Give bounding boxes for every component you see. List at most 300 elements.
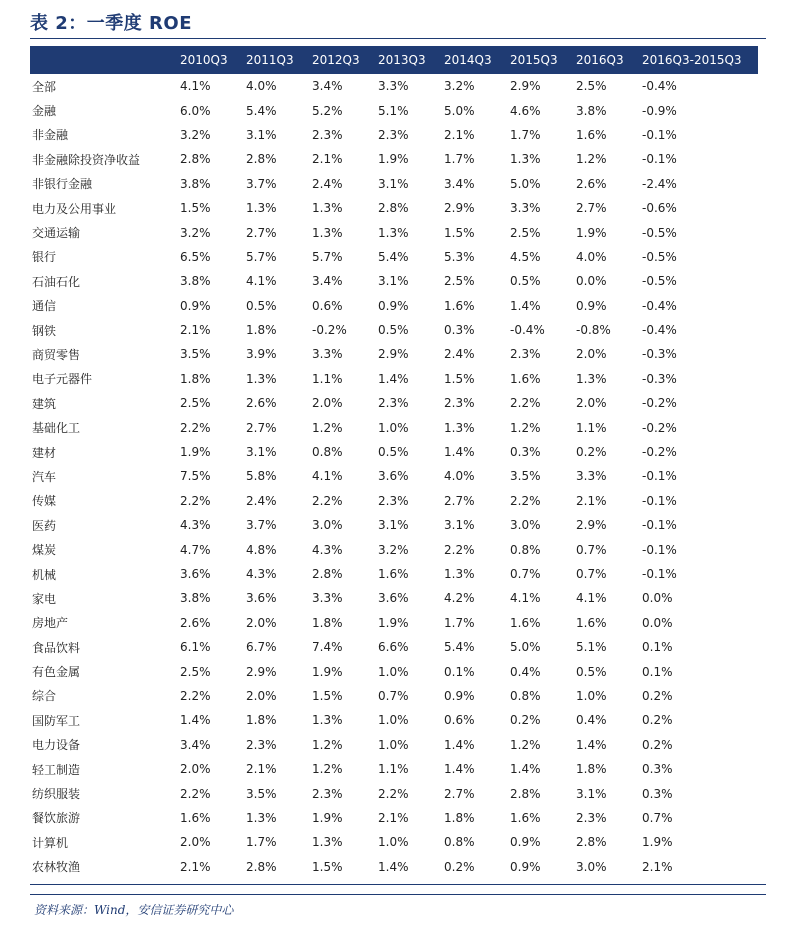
roe-value-cell: 2.4% (246, 493, 277, 508)
table-row (30, 464, 758, 488)
roe-value-cell: 1.2% (312, 737, 343, 752)
table-row (30, 98, 758, 122)
roe-value-cell: 2.5% (576, 79, 607, 94)
roe-value-cell: 2.1% (246, 762, 277, 777)
roe-value-cell: 1.4% (444, 445, 475, 460)
table-row (30, 440, 758, 464)
roe-value-cell: 0.4% (576, 713, 607, 728)
roe-value-cell: 0.0% (642, 615, 673, 630)
roe-value-cell: 2.5% (510, 225, 541, 240)
roe-value-cell: 2.7% (246, 420, 277, 435)
roe-value-cell: 6.0% (180, 103, 211, 118)
roe-value-cell: 5.4% (378, 249, 409, 264)
industry-cell: 交通运输 (32, 226, 81, 241)
roe-value-cell: 1.8% (246, 323, 277, 338)
roe-value-cell: 5.8% (246, 469, 277, 484)
roe-value-cell: 1.3% (444, 567, 475, 581)
roe-value-cell: 2.8% (180, 152, 211, 167)
roe-value-cell: 0.7% (510, 567, 541, 581)
roe-value-cell: 3.3% (312, 347, 343, 362)
roe-value-cell: 4.0% (246, 79, 277, 94)
roe-value-cell: 2.3% (576, 810, 607, 825)
roe-value-cell: 1.6% (180, 810, 211, 825)
roe-value-cell: 1.2% (510, 737, 541, 752)
roe-value-cell: -0.2% (642, 420, 677, 435)
industry-cell: 房地产 (32, 616, 69, 631)
industry-cell: 建筑 (32, 396, 57, 411)
roe-value-cell: 1.0% (378, 420, 409, 435)
roe-value-cell: 1.6% (510, 615, 541, 630)
roe-value-cell: 5.1% (576, 640, 607, 655)
roe-value-cell: 2.9% (576, 518, 607, 533)
table-row (30, 123, 758, 147)
roe-value-cell: 3.2% (378, 542, 409, 557)
industry-cell: 非银行金融 (32, 177, 93, 192)
industry-cell: 纺织服装 (32, 787, 81, 802)
roe-value-cell: -0.2% (642, 396, 677, 411)
roe-value-cell: 1.3% (510, 152, 541, 167)
roe-value-cell: 0.6% (444, 713, 475, 728)
roe-value-cell: 3.3% (378, 79, 409, 94)
roe-value-cell: 1.3% (576, 371, 607, 386)
roe-value-cell: 1.2% (312, 762, 343, 777)
industry-cell: 通信 (32, 299, 57, 314)
roe-value-cell: 2.0% (180, 762, 211, 777)
roe-value-cell: 3.6% (378, 469, 409, 484)
roe-value-cell: 0.7% (576, 542, 607, 557)
roe-value-cell: 0.1% (444, 664, 475, 679)
source-divider (30, 894, 766, 895)
roe-value-cell: 3.8% (180, 591, 211, 606)
roe-value-cell: 4.5% (510, 249, 541, 264)
roe-value-cell: 3.1% (246, 127, 277, 142)
roe-value-cell: -0.3% (642, 371, 677, 386)
industry-cell: 商贸零售 (32, 347, 81, 362)
roe-value-cell: 2.3% (312, 127, 343, 142)
roe-value-cell: 2.0% (246, 615, 277, 630)
roe-value-cell: 0.9% (444, 688, 475, 703)
industry-cell: 金融 (32, 104, 57, 119)
table-row (30, 391, 758, 415)
roe-value-cell: 2.2% (312, 493, 343, 508)
roe-value-cell: 7.5% (180, 469, 211, 484)
table-bottom-divider (30, 884, 766, 885)
industry-cell: 电子元器件 (32, 372, 93, 387)
roe-value-cell: 1.5% (444, 225, 475, 240)
table-row (30, 757, 758, 781)
roe-value-cell: 1.9% (642, 835, 673, 850)
roe-value-cell: 2.5% (444, 274, 475, 289)
roe-value-cell: -0.4% (642, 298, 677, 313)
industry-cell: 非金融除投资净收益 (32, 152, 141, 167)
roe-value-cell: 1.3% (312, 713, 343, 728)
industry-cell: 计算机 (32, 835, 69, 850)
roe-value-cell: 5.0% (444, 103, 475, 118)
roe-value-cell: 0.0% (642, 591, 673, 606)
roe-value-cell: 1.7% (510, 127, 541, 142)
industry-cell: 轻工制造 (32, 762, 81, 777)
roe-value-cell: 1.6% (576, 127, 607, 142)
roe-value-cell: 2.5% (180, 664, 211, 679)
roe-value-cell: 0.1% (642, 640, 673, 655)
roe-value-cell: 2.1% (312, 152, 343, 167)
roe-value-cell: 3.0% (576, 859, 607, 874)
roe-value-cell: 2.1% (180, 859, 211, 874)
roe-value-cell: 2.9% (246, 664, 277, 679)
header-cell-industry (30, 46, 176, 74)
roe-value-cell: 6.6% (378, 640, 409, 655)
roe-value-cell: 3.0% (312, 518, 343, 533)
header-cell-period: 2015Q3 (510, 53, 558, 67)
industry-cell: 家电 (32, 591, 57, 606)
roe-value-cell: -0.1% (642, 152, 677, 167)
roe-value-cell: 2.8% (510, 786, 541, 801)
table-row (30, 342, 758, 366)
roe-value-cell: 3.1% (378, 274, 409, 289)
roe-value-cell: 3.1% (444, 518, 475, 533)
industry-cell: 医药 (32, 518, 57, 533)
roe-value-cell: 1.9% (378, 152, 409, 167)
table-row (30, 781, 758, 805)
roe-value-cell: 0.9% (510, 859, 541, 874)
roe-value-cell: 1.7% (444, 152, 475, 167)
roe-value-cell: 3.4% (312, 274, 343, 289)
roe-value-cell: 2.1% (378, 810, 409, 825)
roe-value-cell: 0.9% (378, 298, 409, 313)
table-row (30, 562, 758, 586)
roe-value-cell: 1.0% (576, 688, 607, 703)
roe-value-cell: 3.2% (444, 79, 475, 94)
header-cell-period: 2014Q3 (444, 53, 492, 67)
roe-value-cell: 0.3% (642, 786, 673, 801)
table-body (30, 74, 758, 879)
industry-cell: 有色金属 (32, 665, 81, 680)
roe-value-cell: 1.3% (246, 810, 277, 825)
roe-value-cell: 1.0% (378, 713, 409, 728)
roe-value-cell: 5.7% (312, 249, 343, 264)
roe-value-cell: 3.7% (246, 518, 277, 533)
header-cell-period: 2012Q3 (312, 53, 360, 67)
roe-value-cell: 4.6% (510, 103, 541, 118)
roe-value-cell: 3.9% (246, 347, 277, 362)
roe-value-cell: 6.1% (180, 640, 211, 655)
roe-value-cell: 2.4% (444, 347, 475, 362)
roe-value-cell: 0.5% (246, 298, 277, 313)
roe-value-cell: 0.9% (180, 298, 211, 313)
roe-value-cell: -0.1% (642, 469, 677, 484)
roe-value-cell: 2.3% (378, 493, 409, 508)
industry-cell: 综合 (32, 689, 57, 704)
roe-value-cell: 2.6% (180, 615, 211, 630)
roe-value-cell: 2.5% (180, 396, 211, 411)
roe-value-cell: 2.7% (444, 493, 475, 508)
industry-cell: 电力及公用事业 (32, 201, 117, 216)
source-note: 资料来源：Wind，安信证券研究中心 (34, 903, 234, 917)
roe-value-cell: 3.5% (510, 469, 541, 484)
roe-value-cell: 1.6% (510, 371, 541, 386)
roe-value-cell: 2.7% (444, 786, 475, 801)
roe-value-cell: 2.9% (444, 201, 475, 216)
roe-value-cell: 3.4% (444, 176, 475, 191)
header-cell-period: 2016Q3-2015Q3 (642, 53, 742, 67)
header-cell-period: 2010Q3 (180, 53, 228, 67)
roe-value-cell: 5.1% (378, 103, 409, 118)
roe-value-cell: 1.2% (312, 420, 343, 435)
roe-value-cell: 1.6% (378, 567, 409, 581)
roe-value-cell: 1.8% (312, 615, 343, 630)
roe-value-cell: 4.3% (180, 518, 211, 533)
roe-value-cell: 5.4% (246, 103, 277, 118)
roe-value-cell: 2.2% (510, 493, 541, 508)
roe-value-cell: 4.1% (180, 79, 211, 94)
table-row (30, 806, 758, 830)
roe-value-cell: 5.0% (510, 176, 541, 191)
roe-value-cell: 2.9% (510, 79, 541, 94)
table-row (30, 635, 758, 659)
roe-value-cell: 2.2% (444, 542, 475, 557)
roe-value-cell: 1.3% (246, 371, 277, 386)
roe-value-cell: 1.4% (510, 298, 541, 313)
roe-value-cell: -0.2% (642, 445, 677, 460)
roe-value-cell: 0.2% (642, 713, 673, 728)
roe-value-cell: 1.4% (378, 859, 409, 874)
roe-value-cell: 3.3% (576, 469, 607, 484)
roe-value-cell: -0.1% (642, 127, 677, 142)
table-row (30, 586, 758, 610)
roe-value-cell: 1.9% (576, 225, 607, 240)
roe-value-cell: 1.3% (444, 420, 475, 435)
roe-value-cell: 2.2% (510, 396, 541, 411)
roe-value-cell: 3.2% (180, 127, 211, 142)
roe-value-cell: 4.2% (444, 591, 475, 606)
roe-value-cell: 1.4% (378, 371, 409, 386)
roe-value-cell: 2.0% (576, 396, 607, 411)
roe-value-cell: 0.5% (510, 274, 541, 289)
table-row (30, 367, 758, 391)
roe-value-cell: 0.5% (378, 445, 409, 460)
roe-value-cell: 1.7% (444, 615, 475, 630)
roe-value-cell: 1.4% (444, 737, 475, 752)
roe-value-cell: 0.2% (576, 445, 607, 460)
roe-value-cell: 3.0% (510, 518, 541, 533)
industry-cell: 建材 (32, 445, 57, 460)
roe-value-cell: 0.2% (444, 859, 475, 874)
industry-cell: 基础化工 (32, 421, 81, 436)
roe-value-cell: 5.2% (312, 103, 343, 118)
roe-value-cell: 0.5% (576, 664, 607, 679)
header-cell-period: 2016Q3 (576, 53, 624, 67)
roe-value-cell: 1.6% (444, 298, 475, 313)
table-row (30, 659, 758, 683)
roe-value-cell: -0.4% (642, 79, 677, 94)
roe-value-cell: 2.2% (378, 786, 409, 801)
roe-value-cell: 2.2% (180, 420, 211, 435)
roe-value-cell: 0.4% (510, 664, 541, 679)
roe-value-cell: 4.3% (246, 567, 277, 581)
roe-value-cell: 2.4% (312, 176, 343, 191)
roe-value-cell: 0.2% (642, 688, 673, 703)
table-row (30, 220, 758, 244)
roe-value-cell: 1.8% (444, 810, 475, 825)
header-cell-period: 2011Q3 (246, 53, 294, 67)
roe-value-cell: 3.6% (180, 567, 211, 581)
roe-value-cell: 1.8% (246, 713, 277, 728)
roe-value-cell: 2.1% (576, 493, 607, 508)
roe-value-cell: -0.5% (642, 225, 677, 240)
roe-value-cell: 1.6% (510, 810, 541, 825)
roe-value-cell: 1.5% (180, 201, 211, 216)
roe-value-cell: 3.6% (378, 591, 409, 606)
roe-value-cell: 2.1% (444, 127, 475, 142)
roe-value-cell: 2.3% (444, 396, 475, 411)
roe-value-cell: 0.3% (510, 445, 541, 460)
roe-value-cell: 0.6% (312, 298, 343, 313)
roe-value-cell: 3.5% (180, 347, 211, 362)
roe-value-cell: 1.5% (444, 371, 475, 386)
roe-value-cell: 1.1% (378, 762, 409, 777)
roe-value-cell: 2.7% (576, 201, 607, 216)
roe-value-cell: 1.8% (180, 371, 211, 386)
header-cell-period: 2013Q3 (378, 53, 426, 67)
roe-value-cell: 0.9% (576, 298, 607, 313)
roe-value-cell: -0.6% (642, 201, 677, 216)
roe-value-cell: 0.9% (510, 835, 541, 850)
roe-value-cell: 2.6% (246, 396, 277, 411)
roe-value-cell: 1.4% (180, 713, 211, 728)
table-row (30, 708, 758, 732)
roe-value-cell: 0.3% (444, 323, 475, 338)
roe-value-cell: 2.2% (180, 493, 211, 508)
table-row (30, 489, 758, 513)
industry-cell: 传媒 (32, 494, 57, 509)
roe-value-cell: 1.2% (510, 420, 541, 435)
roe-value-cell: 1.3% (246, 201, 277, 216)
roe-value-cell: 7.4% (312, 640, 343, 655)
industry-cell: 餐饮旅游 (32, 811, 81, 826)
roe-value-cell: 3.1% (378, 518, 409, 533)
roe-value-cell: 3.3% (510, 201, 541, 216)
roe-value-cell: 2.8% (312, 567, 343, 581)
roe-value-cell: 0.2% (510, 713, 541, 728)
roe-value-cell: 4.1% (510, 591, 541, 606)
roe-value-cell: -2.4% (642, 176, 677, 191)
table-row (30, 733, 758, 757)
roe-value-cell: 0.0% (576, 274, 607, 289)
industry-cell: 汽车 (32, 469, 57, 484)
roe-value-cell: 0.8% (444, 835, 475, 850)
table-header-row (30, 46, 758, 74)
roe-value-cell: -0.9% (642, 103, 677, 118)
roe-value-cell: 1.0% (378, 737, 409, 752)
industry-cell: 全部 (32, 79, 57, 94)
table-row (30, 74, 758, 98)
roe-value-cell: 0.8% (510, 688, 541, 703)
roe-value-cell: 5.4% (444, 640, 475, 655)
roe-value-cell: 1.1% (576, 420, 607, 435)
roe-value-cell: 1.9% (378, 615, 409, 630)
roe-value-cell: 4.0% (444, 469, 475, 484)
roe-value-cell: 4.1% (246, 274, 277, 289)
roe-value-cell: 1.5% (312, 859, 343, 874)
roe-value-cell: 0.8% (510, 542, 541, 557)
roe-value-cell: -0.4% (510, 323, 545, 338)
roe-value-cell: 2.0% (312, 396, 343, 411)
roe-value-cell: 1.2% (576, 152, 607, 167)
roe-table (30, 46, 758, 879)
roe-value-cell: 5.7% (246, 249, 277, 264)
table-row (30, 147, 758, 171)
roe-value-cell: -0.1% (642, 567, 677, 581)
table-row (30, 830, 758, 854)
roe-value-cell: -0.2% (312, 323, 347, 338)
roe-value-cell: 6.7% (246, 640, 277, 655)
table-row (30, 611, 758, 635)
title-divider (30, 38, 766, 39)
roe-value-cell: 6.5% (180, 249, 211, 264)
roe-value-cell: 1.1% (312, 371, 343, 386)
roe-value-cell: 4.1% (312, 469, 343, 484)
industry-cell: 钢铁 (32, 323, 57, 338)
roe-value-cell: 1.3% (312, 225, 343, 240)
roe-value-cell: 4.8% (246, 542, 277, 557)
roe-value-cell: 3.8% (576, 103, 607, 118)
roe-value-cell: 1.4% (510, 762, 541, 777)
roe-value-cell: -0.1% (642, 518, 677, 533)
roe-value-cell: -0.8% (576, 323, 611, 338)
roe-value-cell: 3.2% (180, 225, 211, 240)
roe-value-cell: 0.3% (642, 762, 673, 777)
table-row (30, 294, 758, 318)
roe-value-cell: 1.0% (378, 664, 409, 679)
roe-value-cell: 3.1% (576, 786, 607, 801)
roe-value-cell: 1.8% (576, 762, 607, 777)
table-row (30, 684, 758, 708)
roe-value-cell: -0.1% (642, 493, 677, 508)
industry-cell: 电力设备 (32, 738, 81, 753)
roe-value-cell: 1.3% (378, 225, 409, 240)
industry-cell: 国防军工 (32, 713, 81, 728)
roe-value-cell: 2.9% (378, 347, 409, 362)
roe-value-cell: 0.7% (378, 688, 409, 703)
roe-value-cell: 1.5% (312, 688, 343, 703)
roe-value-cell: -0.5% (642, 274, 677, 289)
table-row (30, 172, 758, 196)
roe-value-cell: 5.0% (510, 640, 541, 655)
roe-value-cell: 4.0% (576, 249, 607, 264)
roe-value-cell: 2.3% (312, 786, 343, 801)
industry-cell: 机械 (32, 567, 57, 582)
roe-value-cell: 1.3% (312, 835, 343, 850)
roe-value-cell: 2.8% (246, 152, 277, 167)
roe-value-cell: 2.6% (576, 176, 607, 191)
roe-value-cell: 2.3% (378, 127, 409, 142)
industry-cell: 食品饮料 (32, 640, 81, 655)
roe-value-cell: 4.1% (576, 591, 607, 606)
roe-value-cell: 3.8% (180, 176, 211, 191)
roe-value-cell: -0.1% (642, 542, 677, 557)
roe-value-cell: 2.2% (180, 688, 211, 703)
roe-value-cell: 2.2% (180, 786, 211, 801)
roe-value-cell: 2.1% (642, 859, 673, 874)
roe-value-cell: 0.5% (378, 323, 409, 338)
table-row (30, 196, 758, 220)
roe-value-cell: 2.8% (378, 201, 409, 216)
roe-value-cell: 3.1% (378, 176, 409, 191)
roe-value-cell: 3.4% (180, 737, 211, 752)
roe-value-cell: 1.9% (312, 664, 343, 679)
industry-cell: 煤炭 (32, 543, 57, 558)
industry-cell: 非金融 (32, 128, 69, 143)
